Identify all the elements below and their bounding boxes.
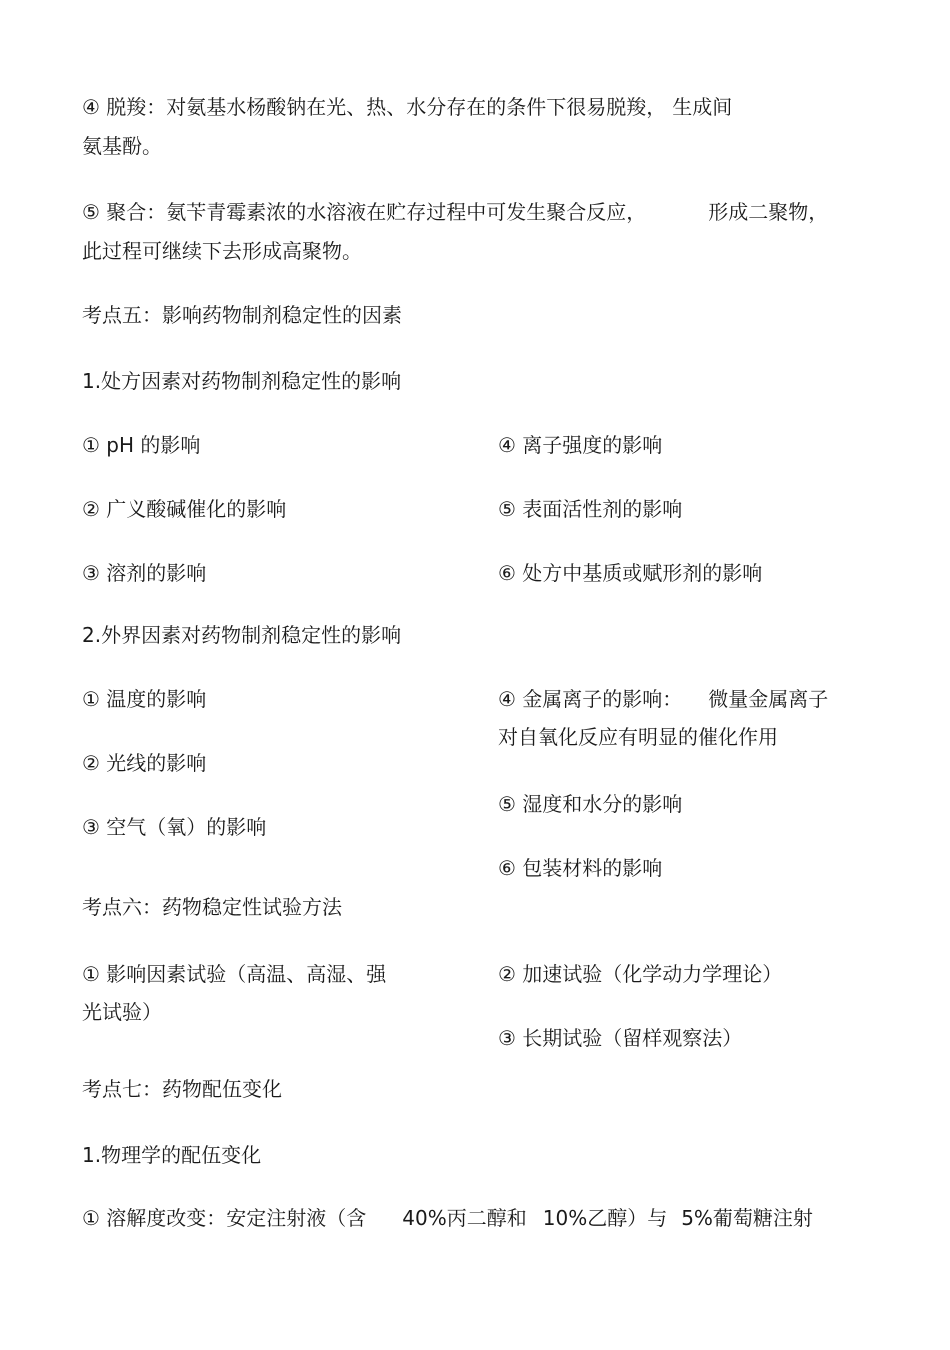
sub2-left-item-1: ① 温度的影响 — [82, 687, 207, 711]
sub2-right-item-6: ⑥ 包装材料的影响 — [498, 856, 663, 880]
item5-polymerization-line2: 此过程可继续下去形成高聚物。 — [82, 239, 362, 263]
section7-heading: 考点七：药物配伍变化 — [82, 1077, 282, 1101]
section6-heading: 考点六：药物稳定性试验方法 — [82, 895, 342, 919]
sub2-item4-text-a: ④ 金属离子的影响： — [498, 687, 683, 711]
section7-item1-line — [82, 1199, 813, 1237]
item5-text-a: ⑤ 聚合：氨苄青霉素浓的水溶液在贮存过程中可发生聚合反应， — [82, 200, 647, 224]
section6-left-item-1-line2: 光试验） — [82, 1000, 162, 1024]
sub2-right-item-5: ⑤ 湿度和水分的影响 — [498, 792, 683, 816]
sub1-left-item-1: ① pH 的影响 — [82, 433, 201, 457]
sub1-right-item-4: ④ 离子强度的影响 — [498, 433, 663, 457]
section7-item1-text-b: 40%丙二醇和 — [402, 1206, 527, 1230]
sub1-right-item-5: ⑤ 表面活性剂的影响 — [498, 497, 683, 521]
sub2-left-item-2: ② 光线的影响 — [82, 751, 207, 775]
sub2-right-item-4-line2: 对自氧化反应有明显的催化作用 — [498, 725, 778, 749]
sub2-right-item-4-line1 — [498, 680, 828, 718]
sub1-left-item-3: ③ 溶剂的影响 — [82, 561, 207, 585]
item5-polymerization-line1 — [82, 193, 828, 231]
section7-item1-text-d: 5%葡萄糖注射 — [681, 1206, 813, 1230]
item4-text-a: ④ 脱羧：对氨基水杨酸钠在光、热、水分存在的条件下很易脱羧， — [82, 95, 667, 119]
section5-sub1-heading: 1.处方因素对药物制剂稳定性的影响 — [82, 369, 402, 393]
section6-left-item-1-line1: ① 影响因素试验（高温、高湿、强 — [82, 962, 387, 986]
section6-right-item-2: ② 加速试验（化学动力学理论） — [498, 962, 783, 986]
section7-item1-text-c: 10%乙醇）与 — [542, 1206, 668, 1230]
item5-text-b: 形成二聚物， — [708, 200, 829, 224]
item4-decarboxylation-line2: 氨基酚。 — [82, 134, 162, 158]
section7-sub1-heading: 1.物理学的配伍变化 — [82, 1143, 262, 1167]
sub2-left-item-3: ③ 空气（氧）的影响 — [82, 815, 267, 839]
sub2-item4-text-b: 微量金属离子 — [708, 687, 829, 711]
section6-right-item-3: ③ 长期试验（留样观察法） — [498, 1026, 743, 1050]
section5-heading: 考点五：影响药物制剂稳定性的因素 — [82, 303, 402, 327]
item4-decarboxylation-line1 — [82, 88, 732, 126]
item4-text-b: 生成间 — [672, 95, 733, 119]
section5-sub2-heading: 2.外界因素对药物制剂稳定性的影响 — [82, 623, 402, 647]
section7-item1-text-a: ① 溶解度改变：安定注射液（含 — [82, 1206, 367, 1230]
sub1-right-item-6: ⑥ 处方中基质或赋形剂的影响 — [498, 561, 763, 585]
sub1-left-item-2: ② 广义酸碱催化的影响 — [82, 497, 287, 521]
